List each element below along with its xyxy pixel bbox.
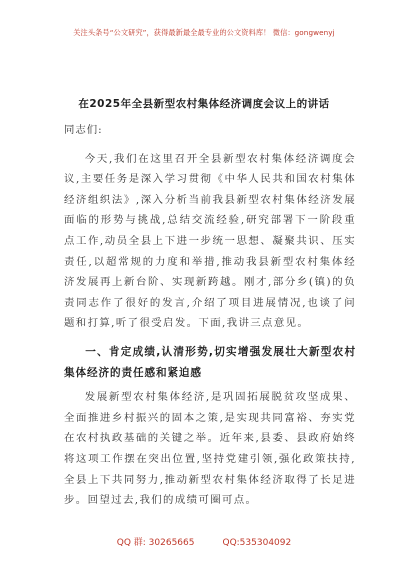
footer-qq: QQ:535304092 — [222, 538, 292, 548]
document-body — [64, 120, 356, 511]
body-paragraph: 发展新型农村集体经济,是巩固拓展脱贫攻坚成果、全面推进乡村振兴的固本之策,是实现共同富裕、夯实党在农村执政基础的关键之举。近年来,县委、县政府始终将这项工作摆在突出位置,坚持党建引领,强化政策扶持,全县上下共同努力,推动新型农村集体经济取得了长足进步。回望过去,我们的成绩可圈可点。 — [64, 391, 356, 507]
salutation: 同志们: — [64, 124, 103, 136]
document-title: 在2025年全县新型农村集体经济调度会议上的讲话 — [78, 98, 330, 110]
footer-contact — [0, 535, 408, 548]
section-heading: 一、肯定成绩,认清形势,切实增强发展壮大新型农村集体经济的责任感和紧迫感 — [64, 345, 356, 379]
header-promo-note: 关注头条号“公文研究”，获得最新最全最专业的公文资料库！ 微信：gongwenyj — [73, 28, 335, 37]
footer-qq-group: QQ 群: 30265665 — [116, 538, 195, 548]
body-paragraph: 今天,我们在这里召开全县新型农村集体经济调度会议,主要任务是深入学习贯彻《中华人民共和国农村集体经济组织法》,深入分析当前我县新型农村集体经济发展面临的形势与挑战,总结交流经验,研究部署下一阶段重点工作,动员全县上下进一步统一思想、凝聚共识、压实责任,以超常规的力度和举措,推动我县新型农村集体经济发展再上新台阶、实现新跨越。刚才,部分乡(镇)的负责同志作了很好的发言,介绍了项目进展情况,也谈了问题和打算,听了很受启发。下面,我讲三点意见。 — [64, 152, 356, 330]
